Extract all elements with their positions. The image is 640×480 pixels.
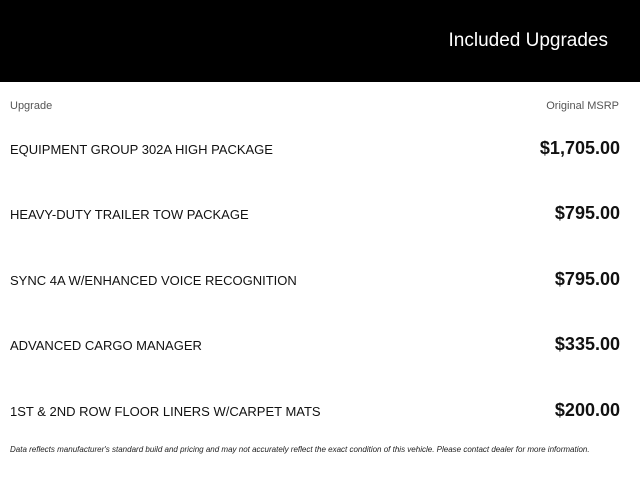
upgrade-price: $795.00 — [554, 203, 620, 223]
column-header-upgrade: Upgrade — [10, 100, 53, 112]
upgrade-name: 1ST & 2ND ROW FLOOR LINERS W/CARPET MATS — [10, 404, 321, 419]
column-header-msrp: Original MSRP — [546, 100, 619, 112]
disclaimer-text: Data reflects manufacturer's standard build and pricing and may not accurately reflect the exact condition of this vehicle. Please contact dealer for more information. — [10, 445, 590, 454]
upgrade-name: HEAVY-DUTY TRAILER TOW PACKAGE — [10, 207, 249, 222]
page-title: Included Upgrades — [448, 30, 608, 51]
upgrade-row — [0, 396, 640, 426]
upgrade-price: $335.00 — [554, 334, 620, 354]
upgrade-price: $200.00 — [554, 400, 620, 420]
upgrade-row — [0, 199, 640, 229]
upgrade-row — [0, 330, 640, 360]
upgrade-row — [0, 134, 640, 164]
header-banner — [0, 0, 640, 82]
upgrade-name: EQUIPMENT GROUP 302A HIGH PACKAGE — [10, 142, 273, 157]
upgrade-row — [0, 265, 640, 295]
upgrade-price: $795.00 — [554, 269, 620, 289]
upgrade-name: ADVANCED CARGO MANAGER — [10, 338, 202, 353]
upgrade-price: $1,705.00 — [539, 138, 620, 158]
upgrade-name: SYNC 4A W/ENHANCED VOICE RECOGNITION — [10, 273, 297, 288]
